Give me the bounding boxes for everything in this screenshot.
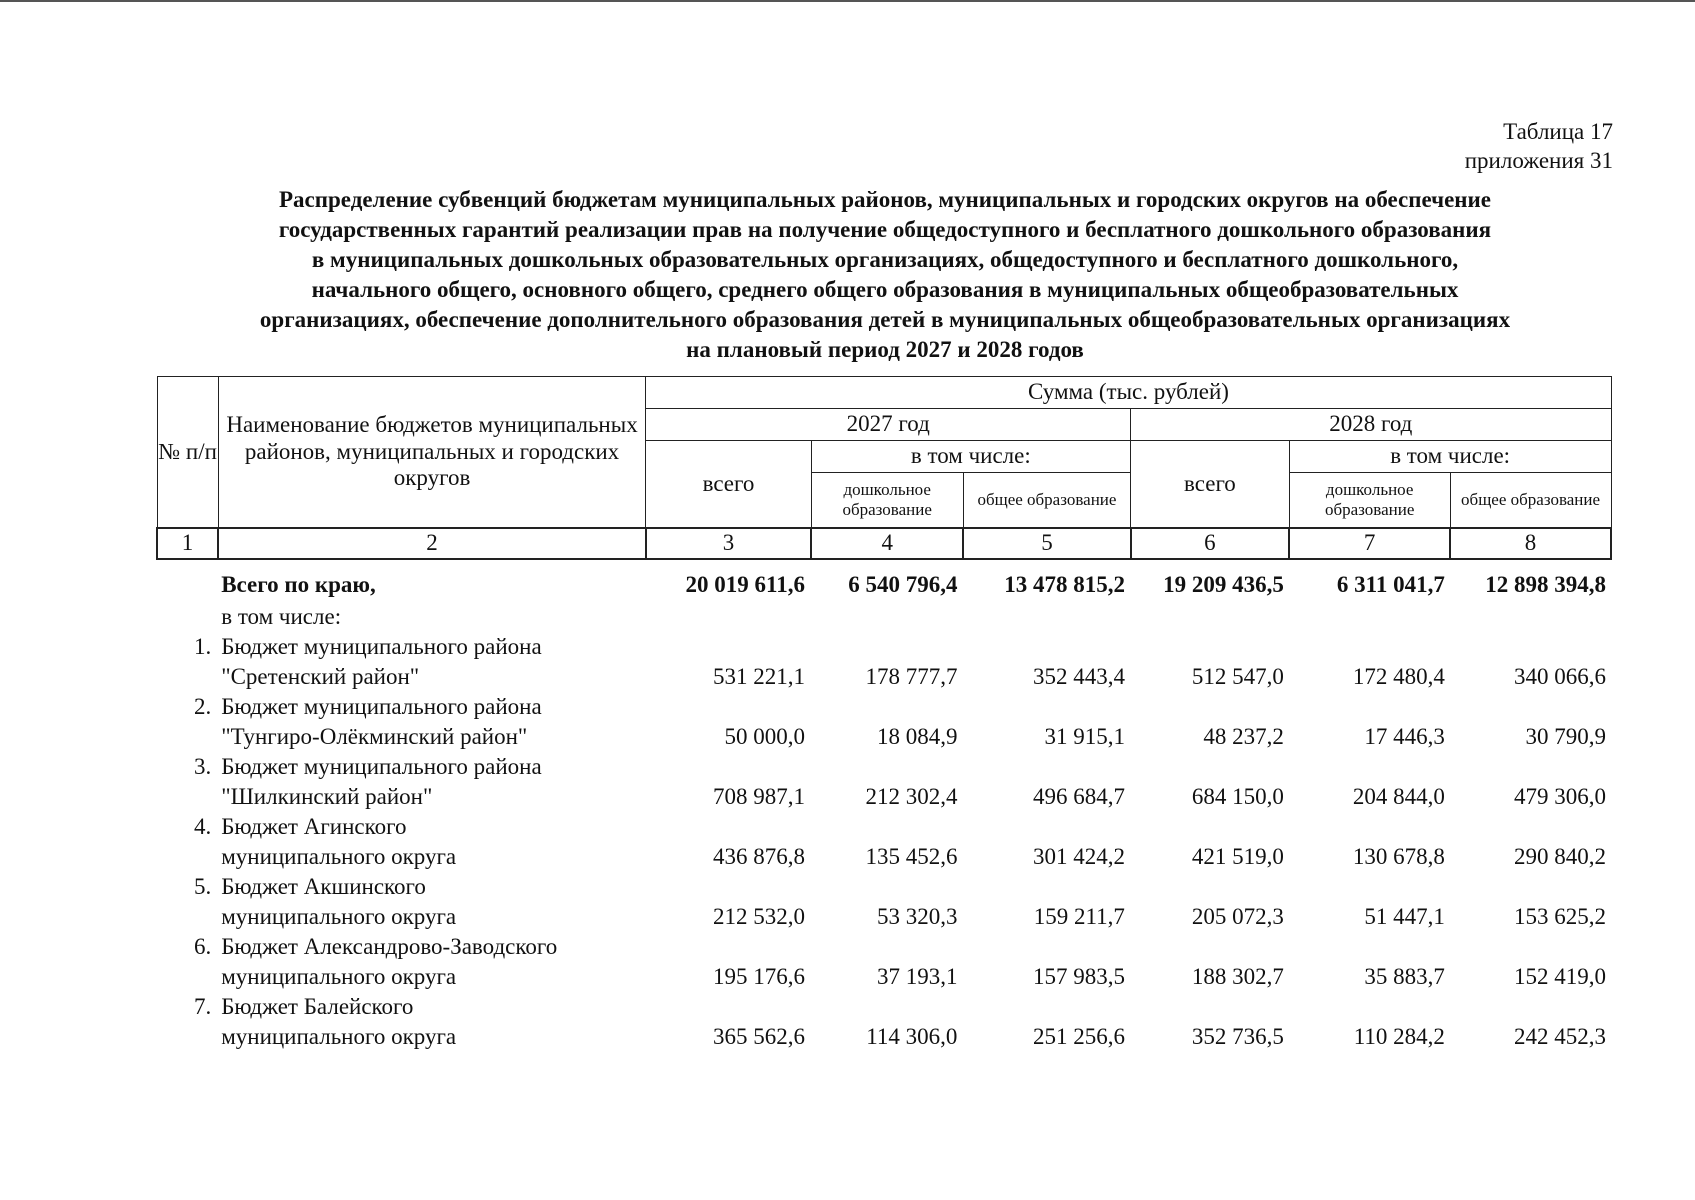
column-number: 2 <box>218 528 646 559</box>
row-number: 5. <box>193 874 212 899</box>
cell-value: 53 320,3 <box>876 904 958 929</box>
row-name: Бюджет Акшинского муниципального округа <box>221 874 457 929</box>
title-line: государственных гарантий реализации прав на получение общедоступного и бесплатного дошкольного образования <box>278 217 1492 242</box>
cell-value: 512 547,0 <box>1191 664 1284 689</box>
cell-value: 6 540 796,4 <box>848 572 958 597</box>
title-line: на плановый период 2027 и 2028 годов <box>686 337 1084 362</box>
row-number: 7. <box>193 994 212 1019</box>
cell-value: 18 084,9 <box>876 724 958 749</box>
table-row <box>156 992 1612 1052</box>
title-line: начального общего, основного общего, среднего общего образования в муниципальных общеобразовательных <box>311 277 1459 302</box>
cell-value: 188 302,7 <box>1191 964 1284 989</box>
cell-value: 17 446,3 <box>1364 724 1445 749</box>
cell-value: 301 424,2 <box>1032 844 1125 869</box>
cell-value: 352 736,5 <box>1191 1024 1284 1049</box>
document-title <box>150 185 1620 365</box>
table-caption-line1: Таблица 17 <box>1503 119 1613 144</box>
table-row <box>156 872 1612 932</box>
cell-value: 195 176,6 <box>712 964 805 989</box>
header-sum: Сумма (тыс. рублей) <box>646 377 1611 409</box>
cell-value: 178 777,7 <box>865 664 958 689</box>
cell-value: 684 150,0 <box>1191 784 1284 809</box>
cell-value: 365 562,6 <box>712 1024 805 1049</box>
including-label: в том числе: <box>221 604 342 629</box>
row-number: 6. <box>193 934 212 959</box>
row-name: Бюджет Агинского муниципального округа <box>221 814 457 869</box>
top-border-line <box>0 0 1695 2</box>
header-including-2028: в том числе: <box>1289 441 1611 473</box>
table-row <box>156 692 1612 752</box>
cell-value: 135 452,6 <box>865 844 958 869</box>
row-name: Бюджет муниципального района "Тунгиро-Олёкминский район" <box>221 694 542 749</box>
cell-value: 152 419,0 <box>1514 964 1606 989</box>
header-year-2028: 2028 год <box>1131 409 1611 441</box>
row-number: 2. <box>193 694 212 719</box>
table-row <box>156 752 1612 812</box>
cell-value: 352 443,4 <box>1032 664 1125 689</box>
cell-value: 13 478 815,2 <box>1004 572 1125 597</box>
cell-value: 159 211,7 <box>1033 904 1125 929</box>
cell-value: 6 311 041,7 <box>1336 572 1445 597</box>
cell-value: 157 983,5 <box>1032 964 1125 989</box>
title-line: организациях, обеспечение дополнительного образования детей в муниципальных общеобразовательных организациях <box>259 307 1511 332</box>
cell-value: 30 790,9 <box>1525 724 1606 749</box>
row-name: Бюджет Балейского муниципального округа <box>221 994 457 1049</box>
cell-value: 153 625,2 <box>1514 904 1606 929</box>
total-row-name: Всего по краю, <box>221 572 376 597</box>
cell-value: 421 519,0 <box>1191 844 1284 869</box>
cell-value: 20 019 611,6 <box>685 572 805 597</box>
cell-value: 172 480,4 <box>1352 664 1445 689</box>
header-general-2027: общее образование <box>963 473 1130 529</box>
column-number: 7 <box>1289 528 1450 559</box>
cell-value: 479 306,0 <box>1514 784 1606 809</box>
row-name: Бюджет муниципального района "Сретенский район" <box>221 634 542 689</box>
cell-value: 31 915,1 <box>1044 724 1125 749</box>
cell-value: 290 840,2 <box>1514 844 1606 869</box>
header-total-2028: всего <box>1131 441 1290 529</box>
cell-value: 37 193,1 <box>876 964 958 989</box>
title-line: Распределение субвенций бюджетам муниципальных районов, муниципальных и городских округов на обеспечение <box>278 187 1492 212</box>
table-row <box>156 632 1612 692</box>
header-year-2027: 2027 год <box>646 409 1131 441</box>
including-row <box>156 602 1612 632</box>
header-name: Наименование бюджетов муниципальных районов, муниципальных и городских округов <box>218 377 646 529</box>
row-number: 1. <box>193 634 212 659</box>
cell-value: 114 306,0 <box>866 1024 958 1049</box>
header-including-2027: в том числе: <box>811 441 1131 473</box>
row-number: 4. <box>193 814 212 839</box>
table-row <box>156 812 1612 872</box>
cell-value: 12 898 394,8 <box>1485 572 1606 597</box>
cell-value: 531 221,1 <box>712 664 805 689</box>
cell-value: 35 883,7 <box>1364 964 1445 989</box>
cell-value: 436 876,8 <box>712 844 805 869</box>
header-total-2027: всего <box>646 441 811 529</box>
total-row <box>156 568 1612 602</box>
column-number: 6 <box>1131 528 1290 559</box>
column-number: 8 <box>1450 528 1611 559</box>
cell-value: 51 447,1 <box>1364 904 1445 929</box>
table-header <box>156 376 1612 560</box>
cell-value: 212 532,0 <box>712 904 805 929</box>
column-number: 4 <box>811 528 963 559</box>
cell-value: 205 072,3 <box>1191 904 1284 929</box>
cell-value: 130 678,8 <box>1352 844 1445 869</box>
cell-value: 212 302,4 <box>865 784 958 809</box>
cell-value: 204 844,0 <box>1352 784 1445 809</box>
column-number: 1 <box>157 528 218 559</box>
table-row <box>156 932 1612 992</box>
table-caption-line2: приложения 31 <box>1464 148 1613 173</box>
cell-value: 48 237,2 <box>1203 724 1284 749</box>
header-general-2028: общее образование <box>1450 473 1611 529</box>
header-no: № п/п <box>157 377 218 529</box>
header-preschool-2028: дошкольное образование <box>1289 473 1450 529</box>
cell-value: 19 209 436,5 <box>1163 572 1284 597</box>
cell-value: 708 987,1 <box>712 784 805 809</box>
column-number: 3 <box>646 528 811 559</box>
data-table <box>156 568 1612 1052</box>
header-preschool-2027: дошкольное образование <box>811 473 963 529</box>
column-number: 5 <box>963 528 1130 559</box>
cell-value: 110 284,2 <box>1353 1024 1445 1049</box>
cell-value: 496 684,7 <box>1032 784 1125 809</box>
row-number: 3. <box>193 754 212 779</box>
cell-value: 242 452,3 <box>1514 1024 1606 1049</box>
row-name: Бюджет Александрово-Заводского муниципального округа <box>221 934 558 989</box>
cell-value: 340 066,6 <box>1514 664 1606 689</box>
title-line: в муниципальных дошкольных образовательных организациях, общедоступного и бесплатного дошкольного, <box>311 247 1459 272</box>
cell-value: 251 256,6 <box>1032 1024 1125 1049</box>
cell-value: 50 000,0 <box>724 724 805 749</box>
row-name: Бюджет муниципального района "Шилкинский район" <box>221 754 542 809</box>
